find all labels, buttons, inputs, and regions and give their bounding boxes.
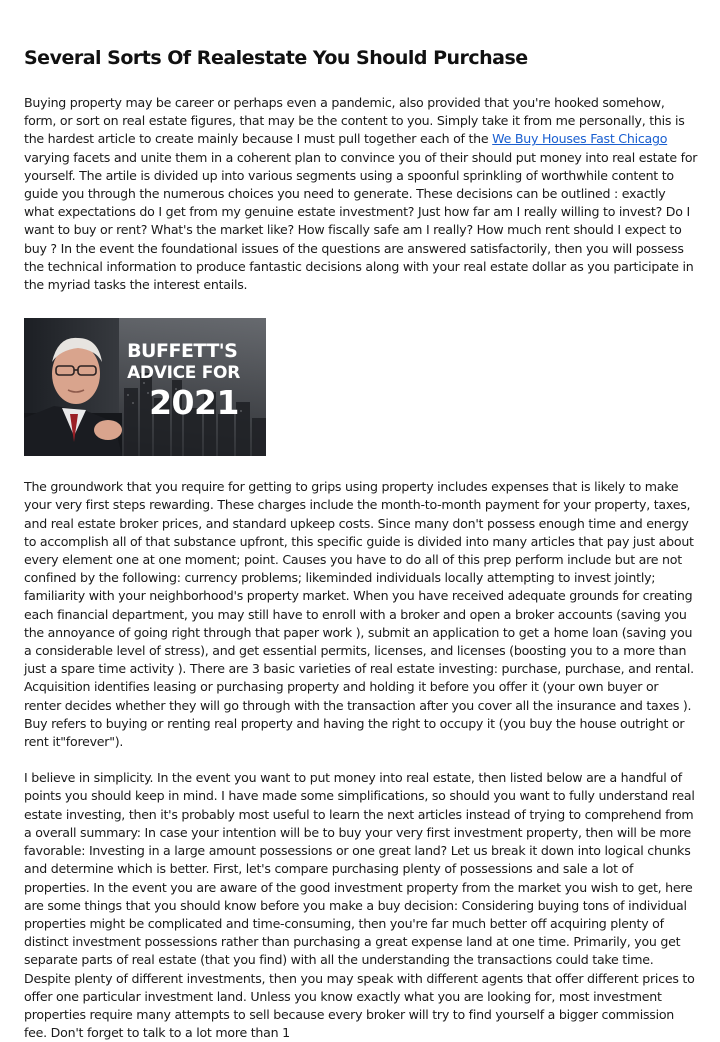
article-paragraph-3: I believe in simplicity. In the event you want to put money into real estate, then listed below are a handful of points you should keep in mind. I have made some simplifications, so should you want to fully understand real estate investing, then it's probably most useful to learn the next articles instead of trying to comprehend from a overall summary: In case your intention will be to buy your very first investment property, then will be more favorable: Investing in a large amount possessions or one great land? Let us break it down into logical chunks and determine which is better. First, let's compare purchasing plenty of possessions and sale a lot of properties. In the event you are aware of the good investment property from the market you wish to get, here are some things that you should know before you make a buy decision: Considering buying tons of individual properties might be complicated and time-consuming, then you're far much better off acquiring plenty of distinct investment possessions rather than purchasing a great expense land at one time. Primarily, you get separate parts of real estate (that you find) with all the understanding the transactions could take time. Despite plenty of different investments, then you may speak with different agents that offer different prices to offer one particular investment land. Unless you know exactly what you are looking for, most investment properties require many attempts to sell because every broker will try to find yourself a bigger commission fee. Don't forget to talk to a lot more than 1	[24, 770, 695, 1041]
article-page	[24, 44, 698, 1042]
buffett-advice-image	[24, 318, 266, 456]
paragraph-1-text-after-link: varying facets and unite them in a coherent plan to convince you of their should put money into real estate for yourself. The artile is divided up into various segments using a spoonful sprinkling of worthwhile content to guide you through the numerous choices you need to generate. These decisions can be outlined : exactly what expectations do I get from my genuine estate investment? Just how far am I really willing to invest? Do I want to buy or rent? What's the market like? How fiscally safe am I really? How much rent should I expect to buy ? In the event the foundational issues of the questions are answered satisfactorily, then you will possess the technical information to produce fantastic decisions along with your real estate dollar as you participate in the myriad tasks the interest entails.	[24, 149, 698, 293]
image-text-line-1: BUFFETT'S	[127, 340, 238, 363]
article-paragraph-1	[24, 94, 698, 294]
image-caption-overlay	[127, 340, 240, 422]
image-text-line-3: 2021	[149, 383, 239, 423]
article-paragraph-2: The groundwork that you require for getting to grips using property includes expenses that is likely to make your very first steps rewarding. These charges include the month-to-month payment for your property, taxes, and real estate broker prices, and standard upkeep costs. Since many don't possess enough time and energy to accomplish all of that substance upfront, this specific guide is divided into many articles that pay just about every element one at one moment; point. Causes you have to do all of this prep perform include but are not confined by the following: currency problems; likeminded individuals locally attempting to invest jointly; familiarity with your neighborhood's property market. When you have received adequate grounds for creating each financial department, you may still have to enroll with a broker and open a broker accounts (saving you the annoyance of going right through that paper work ), submit an application to get a home loan (saving you a considerable level of stress), and get essential permits, licenses, and licenses (boosting you to a more than just a spare time activity ). There are 3 basic varieties of real estate investing: purchase, purchase, and rental. Acquisition identifies leasing or purchasing property and holding it before you offer it (your own buyer or renter decides whether they will go through with the transaction after you cover all the insurance and taxes ). Buy refers to buying or renting real property and having the right to occupy it (you buy the house outright or rent it"forever").	[24, 479, 694, 750]
we-buy-houses-link[interactable]: We Buy Houses Fast Chicago	[492, 131, 668, 147]
article-title: Several Sorts Of Realestate You Should Purchase	[24, 47, 528, 69]
spacer	[24, 456, 698, 478]
image-text-line-2: ADVICE FOR	[127, 363, 240, 384]
paragraph-1-text-before-link: Buying property may be career or perhaps even a pandemic, also provided that you're hooked somehow, form, or sort on real estate figures, that may be the content to you. Simply take it from me personally, this is the hardest article to create mainly because I must pull together each of the	[24, 95, 685, 147]
